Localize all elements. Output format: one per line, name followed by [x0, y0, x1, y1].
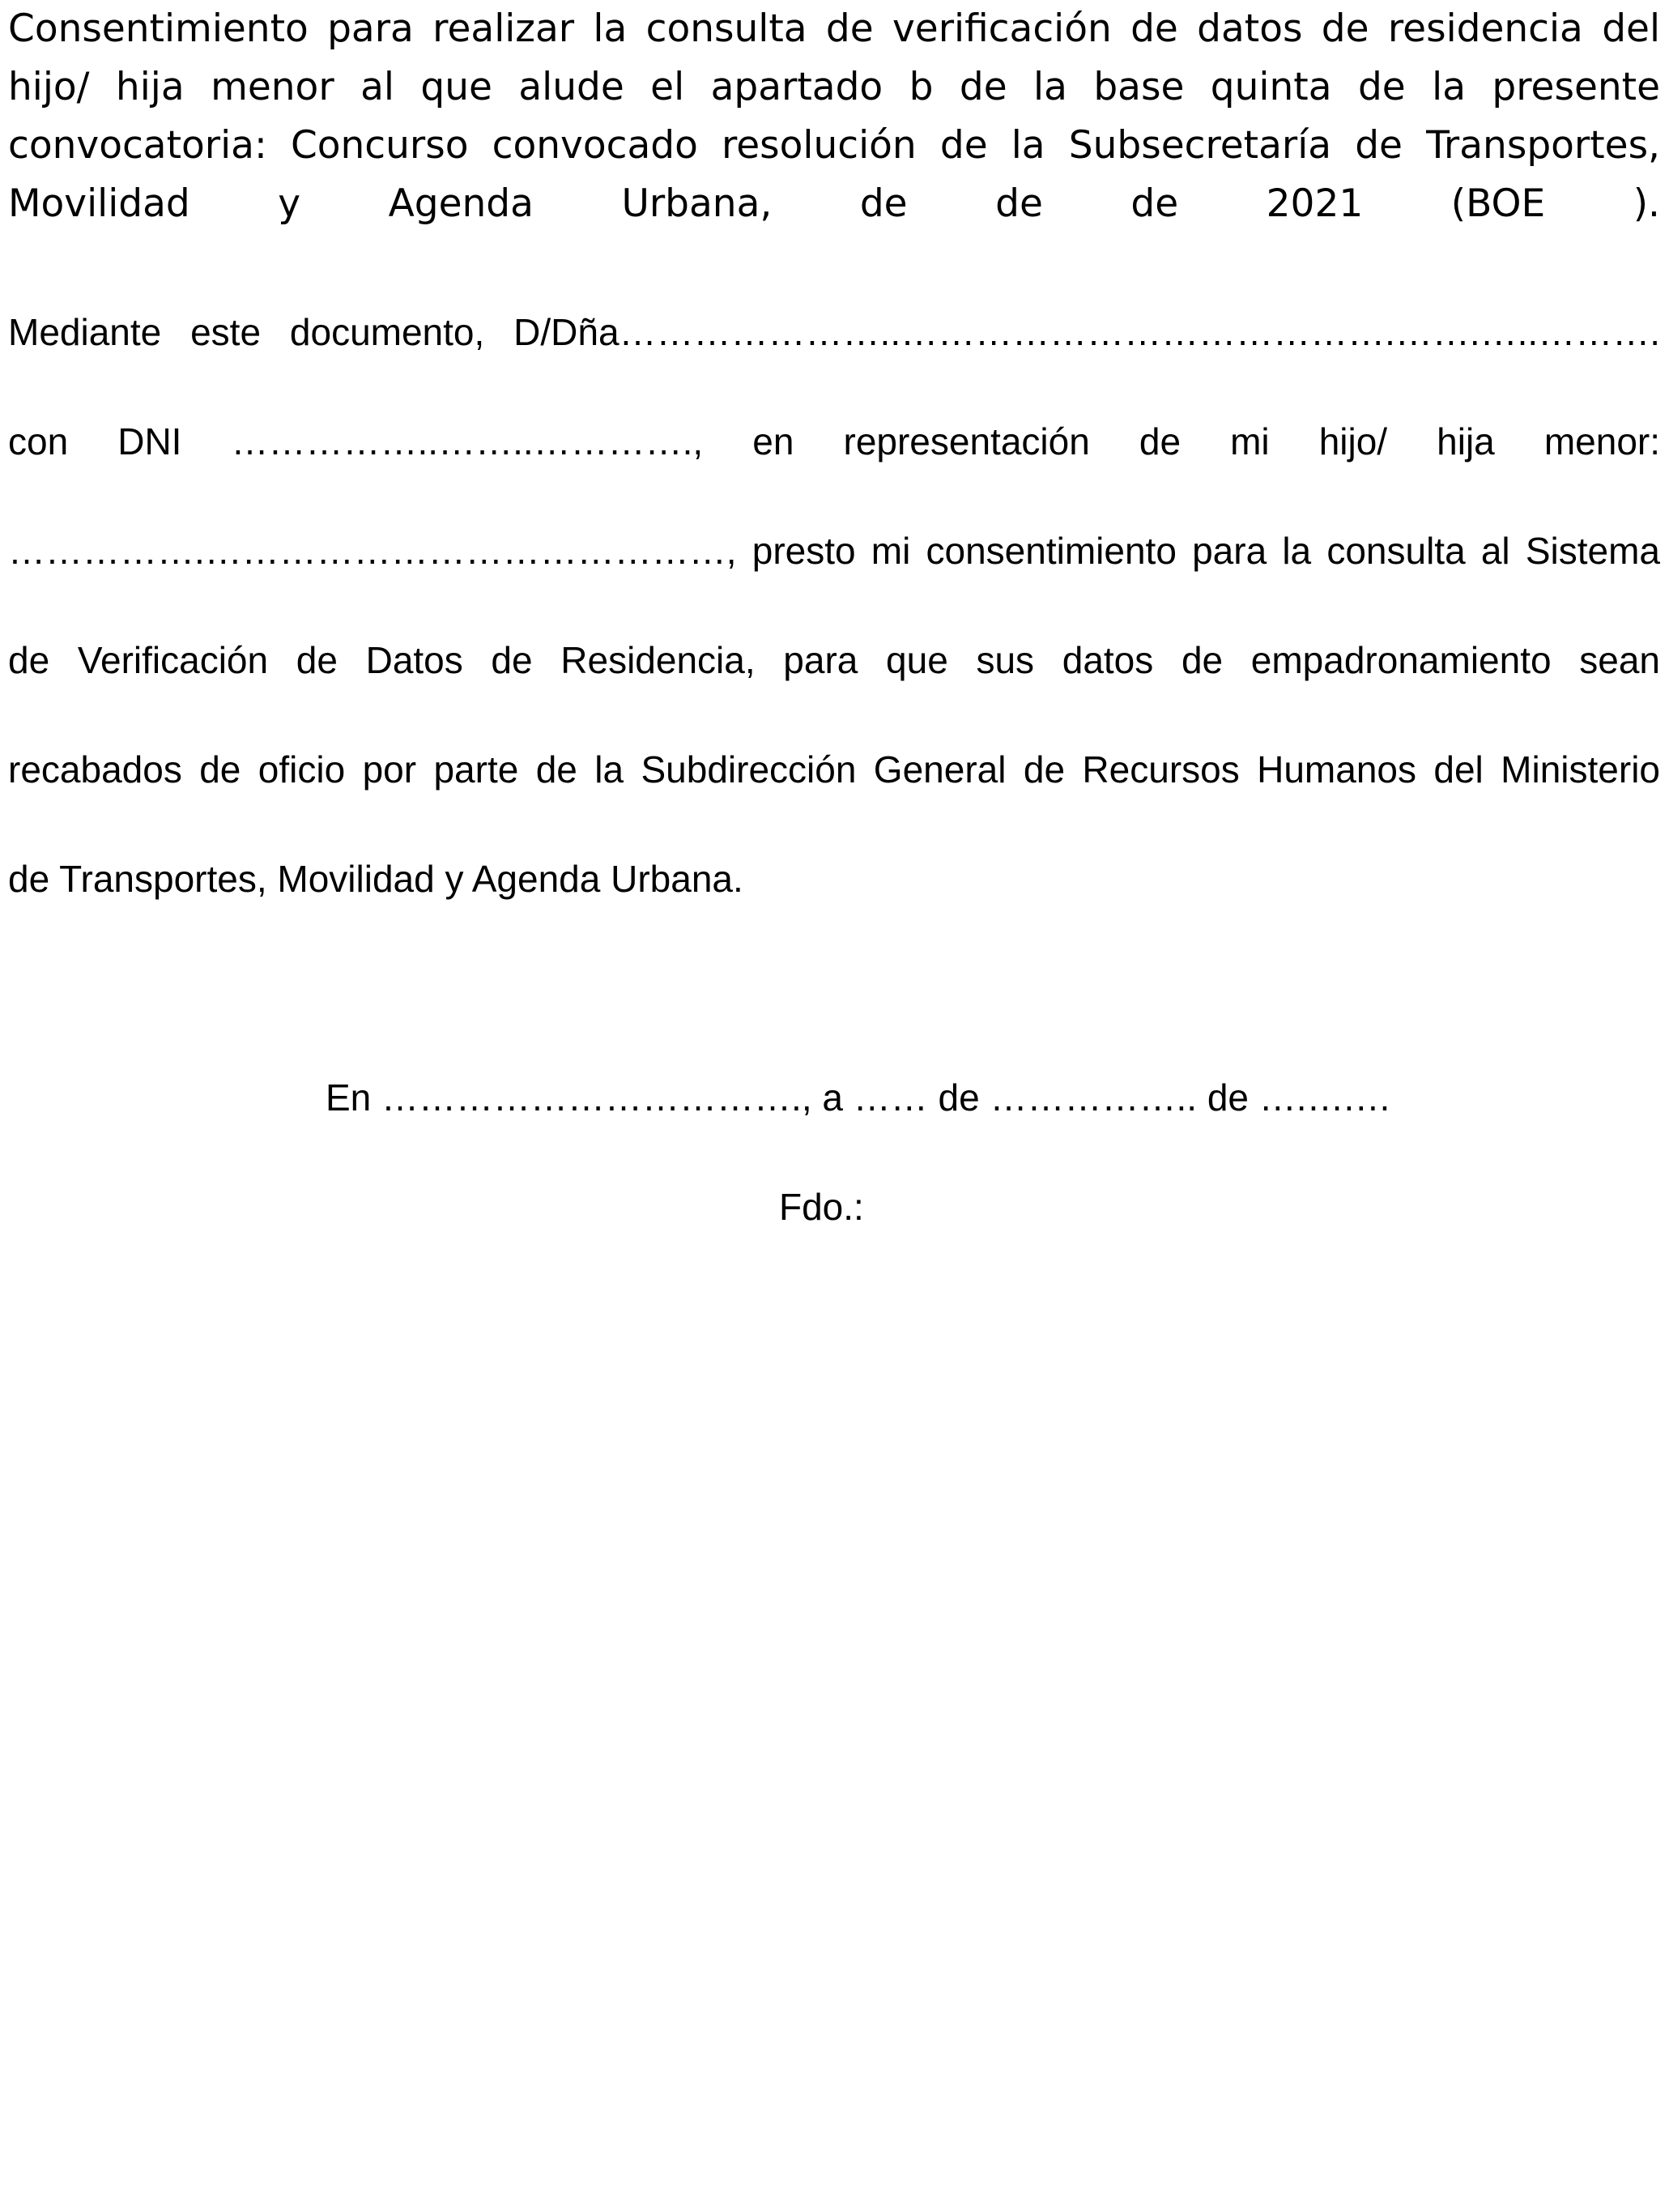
body-line-2: con DNI ……………..……..…………., en representación de mi hijo/ hija menor:	[8, 420, 1660, 462]
body-line-5: recabados de oficio por parte de la Subdirección General de Recursos Humanos del Ministerio	[8, 748, 1660, 791]
intro-line-1: Consentimiento para realizar la consulta de verificación de datos de residencia del	[8, 6, 1660, 51]
place-date-line: En ……………………………., a …… de …………….. de ….….…	[326, 1076, 1392, 1119]
body-line-3: …………….……………………………………, presto mi consentimiento para la consulta al Sistema	[8, 530, 1660, 572]
body-line-4: de Verificación de Datos de Residencia, para que sus datos de empadronamiento sean	[8, 639, 1660, 681]
signature-label: Fdo.:	[779, 1186, 864, 1228]
intro-paragraph	[8, 0, 1660, 233]
body-line-6: de Transportes, Movilidad y Agenda Urbana.	[8, 858, 743, 900]
body-line-1: Mediante este documento, D/Dña…………………..………………………………….…….…..……….	[8, 311, 1660, 353]
intro-line-3: convocatoria: Concurso convocado resolución de la Subsecretaría de Transportes,	[8, 123, 1660, 168]
intro-line-4: Movilidad y Agenda Urbana, de de de 2021 (BOE ).	[8, 181, 1660, 226]
intro-line-2: hijo/ hija menor al que alude el apartado b de la base quinta de la presente	[8, 65, 1660, 109]
